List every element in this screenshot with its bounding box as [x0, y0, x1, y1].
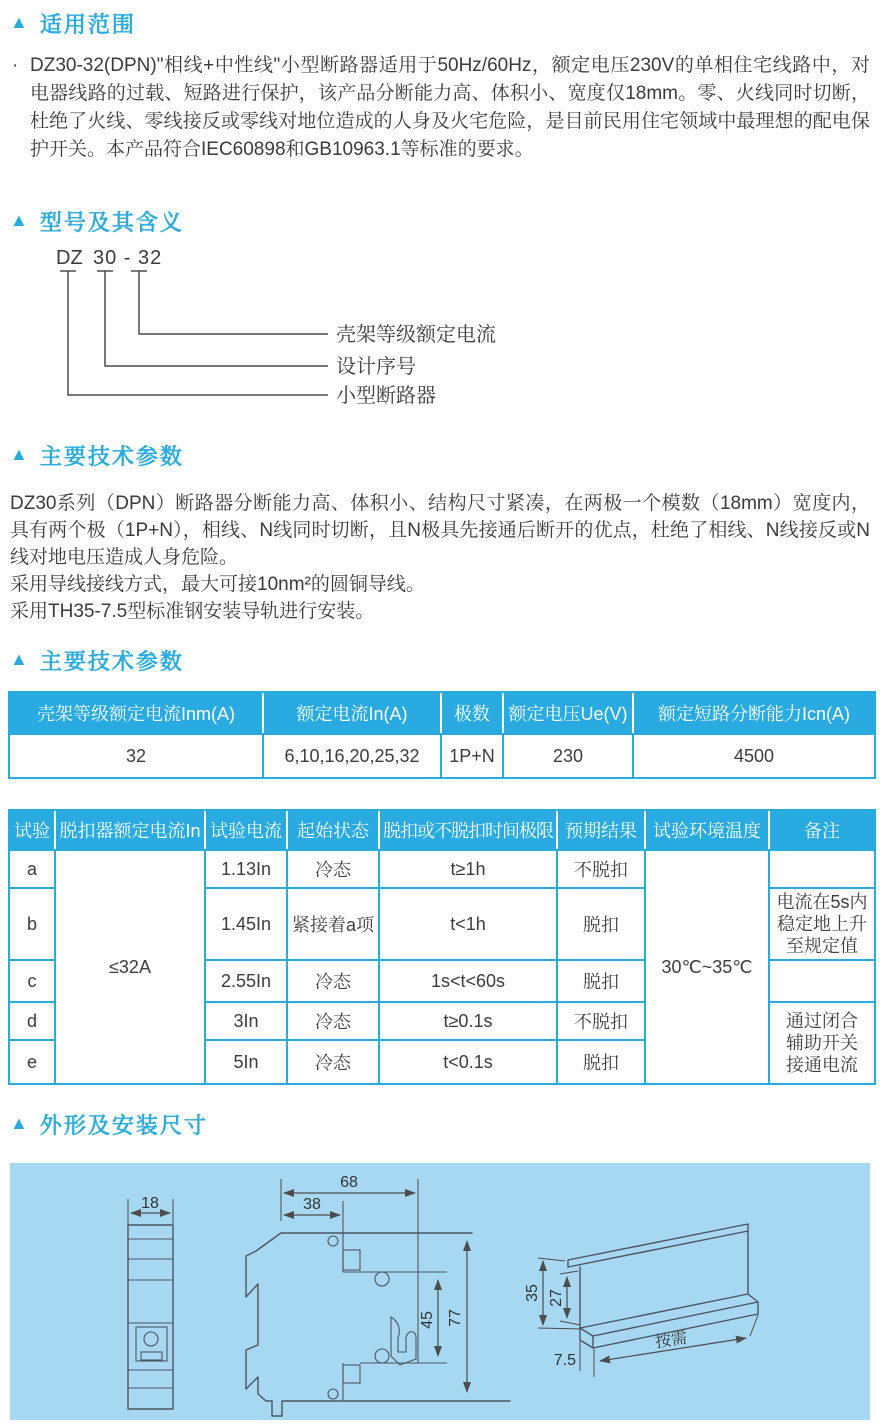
table-cell: t≥0.1s [378, 1001, 556, 1039]
bullet-marker: · [12, 55, 19, 76]
toggle-lever-shape [391, 1317, 416, 1365]
section-marker-icon: ▲ [10, 444, 30, 464]
remark-cell [768, 959, 874, 1001]
dim-side-height-total: 77 [447, 1309, 464, 1327]
dim-side-height-inner: 45 [419, 1311, 436, 1329]
ratings-header-row [10, 693, 874, 733]
front-view-drawing [128, 1195, 173, 1409]
release-current-cell: ≤32A [54, 849, 204, 1083]
section-params-title [10, 645, 880, 675]
dimension-drawings [10, 1163, 870, 1420]
section-title-text: 主要技术参数 [39, 443, 184, 469]
section-title-text: 外形及安装尺寸 [39, 1112, 208, 1138]
table-cell: 不脱扣 [556, 849, 644, 887]
dim-rail-height-inner: 27 [548, 1289, 565, 1307]
section-marker-icon: ▲ [10, 1113, 30, 1133]
table-header-cell: 额定电流In(A) [262, 693, 440, 733]
table-cell: 不脱扣 [556, 1001, 644, 1039]
scope-text: DZ30-32(DPN)"相线+中性线"小型断路器适用于50Hz/60Hz，额定电压230V的单相住宅线路中，对电器线路的过载、短路进行保护，该产品分断能力高、体积小、宽度仅18mm。零、火线同时切断，杜绝了火线、零线接反或零线对地位造成的人身及火宅危险，是目前民用住宅领域中最理想的配电保护开关。本产品符合IEC60898和GB10963.1等标准的要求。 [30, 55, 870, 160]
test-header-row [10, 811, 874, 849]
table-header-cell: 壳架等级额定电流Inm(A) [10, 693, 262, 733]
table-header-cell: 极数 [440, 693, 502, 733]
table-cell: 冷态 [286, 849, 378, 887]
model-designation-diagram [0, 244, 880, 414]
table-cell: 2.55In [204, 959, 286, 1001]
test-id-cell: a [10, 849, 54, 887]
section-dims-title [10, 1109, 880, 1139]
ratings-table [8, 691, 876, 779]
section-scope-title [10, 8, 880, 38]
dim-side-width-front: 38 [303, 1196, 321, 1213]
remark-cell [768, 1001, 874, 1083]
model-label-mcb: 小型断路器 [336, 385, 436, 407]
table-cell: 紧接着a项 [286, 887, 378, 959]
table-cell: 1s<t<60s [378, 959, 556, 1001]
dim-rail-depth: 7.5 [553, 1352, 576, 1369]
model-code-prefix: DZ [56, 247, 83, 269]
table-cell: 脱扣 [556, 887, 644, 959]
test-row-a [10, 849, 874, 887]
model-code-suffix: 30 - 32 [93, 247, 163, 269]
table-cell: 脱扣 [556, 1039, 644, 1083]
tech-line: 采用导线接线方式，最大可接10nm²的圆铜导线。 [10, 574, 425, 595]
dim-side-width-total: 68 [340, 1174, 358, 1191]
test-id-cell: d [10, 1001, 54, 1039]
table-cell: 1.13In [204, 849, 286, 887]
side-view-drawing [246, 1174, 510, 1416]
dim-rail-length-note: 按需 [654, 1329, 689, 1352]
tech-line: 采用TH35-7.5型标准钢安装导轨进行安装。 [10, 601, 375, 622]
table-cell: 5In [204, 1039, 286, 1083]
table-cell: 冷态 [286, 959, 378, 1001]
ambient-temp-cell: 30℃~35℃ [644, 849, 768, 1083]
table-header-cell: 备注 [768, 811, 874, 849]
table-cell: 230 [502, 733, 632, 777]
scope-paragraph [10, 52, 870, 164]
remark-cell [768, 887, 874, 959]
dimension-drawings-panel [10, 1163, 870, 1420]
trip-test-table [8, 809, 876, 1085]
table-header-cell: 脱扣或不脱扣时间极限 [378, 811, 556, 849]
test-id-cell: b [10, 887, 54, 959]
table-cell: 3In [204, 1001, 286, 1039]
table-header-cell: 额定电压Ue(V) [502, 693, 632, 733]
side-profile-outline [246, 1233, 510, 1416]
section-marker-icon: ▲ [10, 649, 30, 669]
model-callout-lines [60, 271, 328, 395]
table-cell: t<0.1s [378, 1039, 556, 1083]
table-header-cell: 试验电流 [204, 811, 286, 849]
section-tech-title [10, 440, 880, 470]
model-label-frame-current: 壳架等级额定电流 [336, 324, 496, 346]
section-title-text: 适用范围 [39, 11, 136, 37]
table-cell: 1P+N [440, 733, 502, 777]
table-cell: t≥1h [378, 849, 556, 887]
ratings-value-row [10, 733, 874, 777]
table-header-cell: 脱扣器额定电流In [54, 811, 204, 849]
table-header-cell: 试验环境温度 [644, 811, 768, 849]
section-model-title [10, 206, 880, 236]
section-params [0, 645, 880, 1085]
section-scope [0, 0, 880, 164]
dim-rail-height-total: 35 [524, 1284, 541, 1302]
table-cell: t<1h [378, 887, 556, 959]
model-label-design-serial: 设计序号 [336, 356, 416, 378]
section-dimensions [0, 1109, 880, 1420]
tech-paragraph [10, 490, 870, 625]
tech-line: DZ30系列（DPN）断路器分断能力高、体积小、结构尺寸紧凑，在两极一个模数（18mm）宽度内，具有两个极（1P+N），相线、N线同时切断，且N极具先接通后断开的优点，杜绝了相线、N线接反或N线对地电压造成人身危险。 [10, 493, 870, 568]
section-model [0, 206, 880, 414]
table-cell: 脱扣 [556, 959, 644, 1001]
table-cell: 冷态 [286, 1001, 378, 1039]
rail-outline [568, 1224, 748, 1267]
dim-front-width: 18 [141, 1195, 159, 1212]
test-id-cell: c [10, 959, 54, 1001]
din-rail-drawing [524, 1224, 758, 1377]
table-cell: 冷态 [286, 1039, 378, 1083]
section-title-text: 型号及其含义 [39, 209, 184, 235]
table-header-cell: 预期结果 [556, 811, 644, 849]
remark-text: 电流在5s内稳定地上升至规定值 [776, 892, 868, 956]
table-cell: 4500 [632, 733, 874, 777]
remark-cell [768, 849, 874, 887]
table-header-cell: 试验 [10, 811, 54, 849]
section-marker-icon: ▲ [10, 210, 30, 230]
test-id-cell: e [10, 1039, 54, 1083]
section-title-text: 主要技术参数 [39, 648, 184, 674]
section-tech [0, 440, 880, 625]
table-cell: 6,10,16,20,25,32 [262, 733, 440, 777]
section-marker-icon: ▲ [10, 12, 30, 32]
table-cell: 32 [10, 733, 262, 777]
table-header-cell: 额定短路分断能力Icn(A) [632, 693, 874, 733]
remark-text: 通过闭合辅助开关接通电流 [786, 1011, 858, 1075]
table-header-cell: 起始状态 [286, 811, 378, 849]
table-cell: 1.45In [204, 887, 286, 959]
